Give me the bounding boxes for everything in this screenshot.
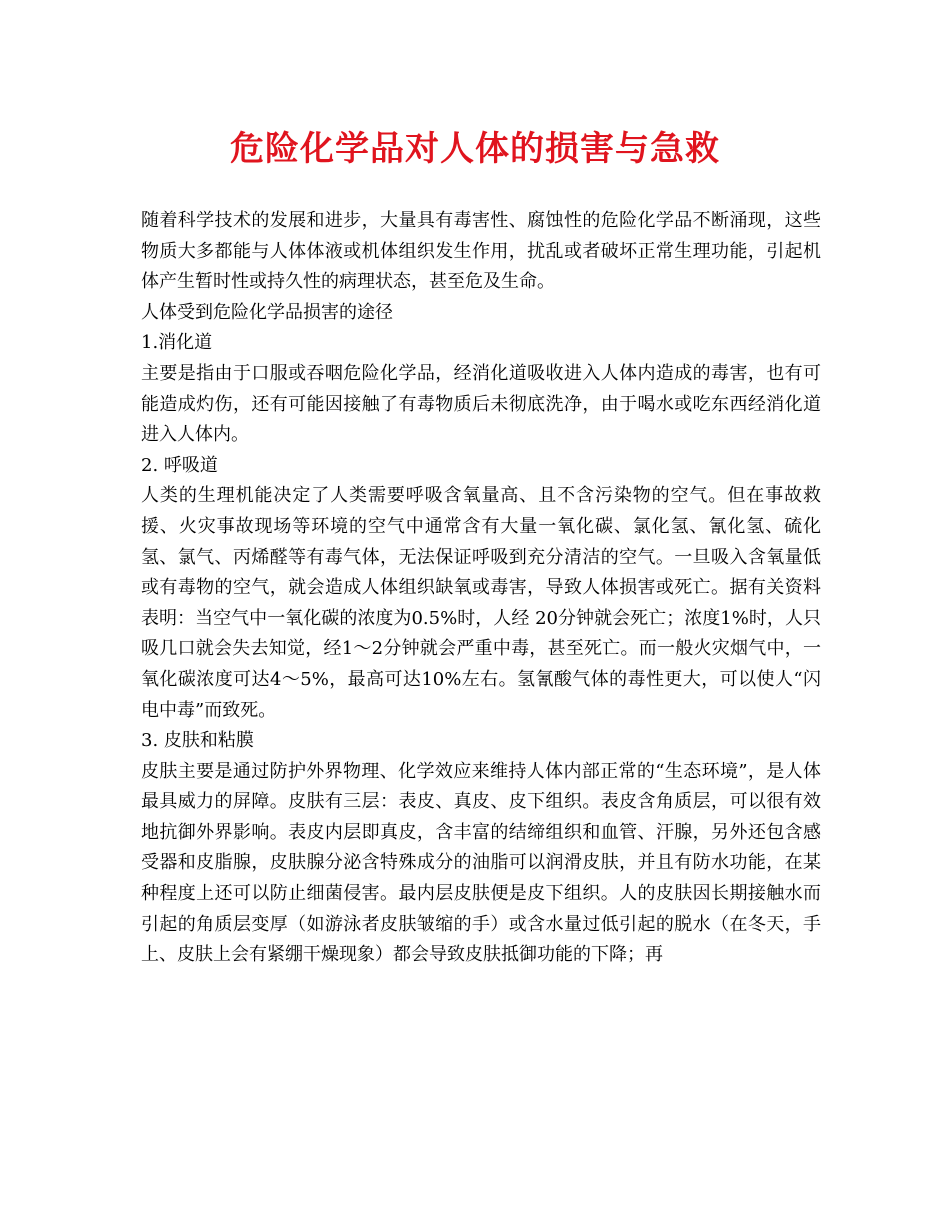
document-title: 危险化学品对人体的损害与急救 bbox=[230, 129, 720, 169]
subheading-skin-mucosa: 3. 皮肤和粘膜 bbox=[141, 730, 254, 752]
paragraph-digestive-tract: 主要是指由于口服或吞咽危险化学品，经消化道吸收进入人体内造成的毒害，也有可能造成灼伤，还有可能因接触了有毒物质后未彻底洗净，由于喝水或吃东西经消化道进入人体内。 bbox=[141, 362, 821, 446]
paragraph-intro: 随着科学技术的发展和进步，大量具有毒害性、腐蚀性的危险化学品不断涌现，这些物质大多都能与人体体液或机体组织发生作用，扰乱或者破坏正常生理功能，引起机体产生暂时性或持久性的病理状态，甚至危及生命。 bbox=[141, 210, 821, 293]
subheading-digestive-tract: 1.消化道 bbox=[141, 332, 213, 354]
subheading-respiratory-tract: 2. 呼吸道 bbox=[141, 454, 218, 476]
paragraph-skin-mucosa: 皮肤主要是通过防护外界物理、化学效应来维持人体内部正常的“生态环境”，是人体最具威力的屏障。皮肤有三层：表皮、真皮、皮下组织。表皮含角质层，可以很有效地抗御外界影响。表皮内层即真皮，含丰富的结缔组织和血管、汗腺，另外还包含感受器和皮脂腺，皮肤腺分泌含特殊成分的油脂可以润滑皮肤，并且有防水功能，在某种程度上还可以防止细菌侵害。最内层皮肤便是皮下组织。人的皮肤因长期接触水而引起的角质层变厚（如游泳者皮肤皱缩的手）或含水量过低引起的脱水（在冬天，手上、皮肤上会有紧绷干燥现象）都会导致皮肤抵御功能的下降；再 bbox=[141, 760, 821, 966]
paragraph-respiratory-tract: 人类的生理机能决定了人类需要呼吸含氧量高、且不含污染物的空气。但在事故救援、火灾事故现场等环境的空气中通常含有大量一氧化碳、氯化氢、氰化氢、硫化氢、氯气、丙烯醛等有毒气体，无法保证呼吸到充分清洁的空气。一旦吸入含氧量低或有毒物的空气，就会造成人体组织缺氧或毒害，导致人体损害或死亡。据有关资料表明：当空气中一氧化碳的浓度为0.5%时，人经 20分钟就会死亡；浓度1%时，人只吸几口就会失去知觉，经1～2分钟就会严重中毒，甚至死亡。而一般火灾烟气中，一氧化碳浓度可达4～5%，最高可达10%左右。氢氰酸气体的毒性更大，可以使人“闪电中毒”而致死。 bbox=[141, 485, 821, 721]
document-body bbox=[141, 206, 821, 971]
section-heading: 人体受到危险化学品损害的途径 bbox=[141, 301, 393, 323]
